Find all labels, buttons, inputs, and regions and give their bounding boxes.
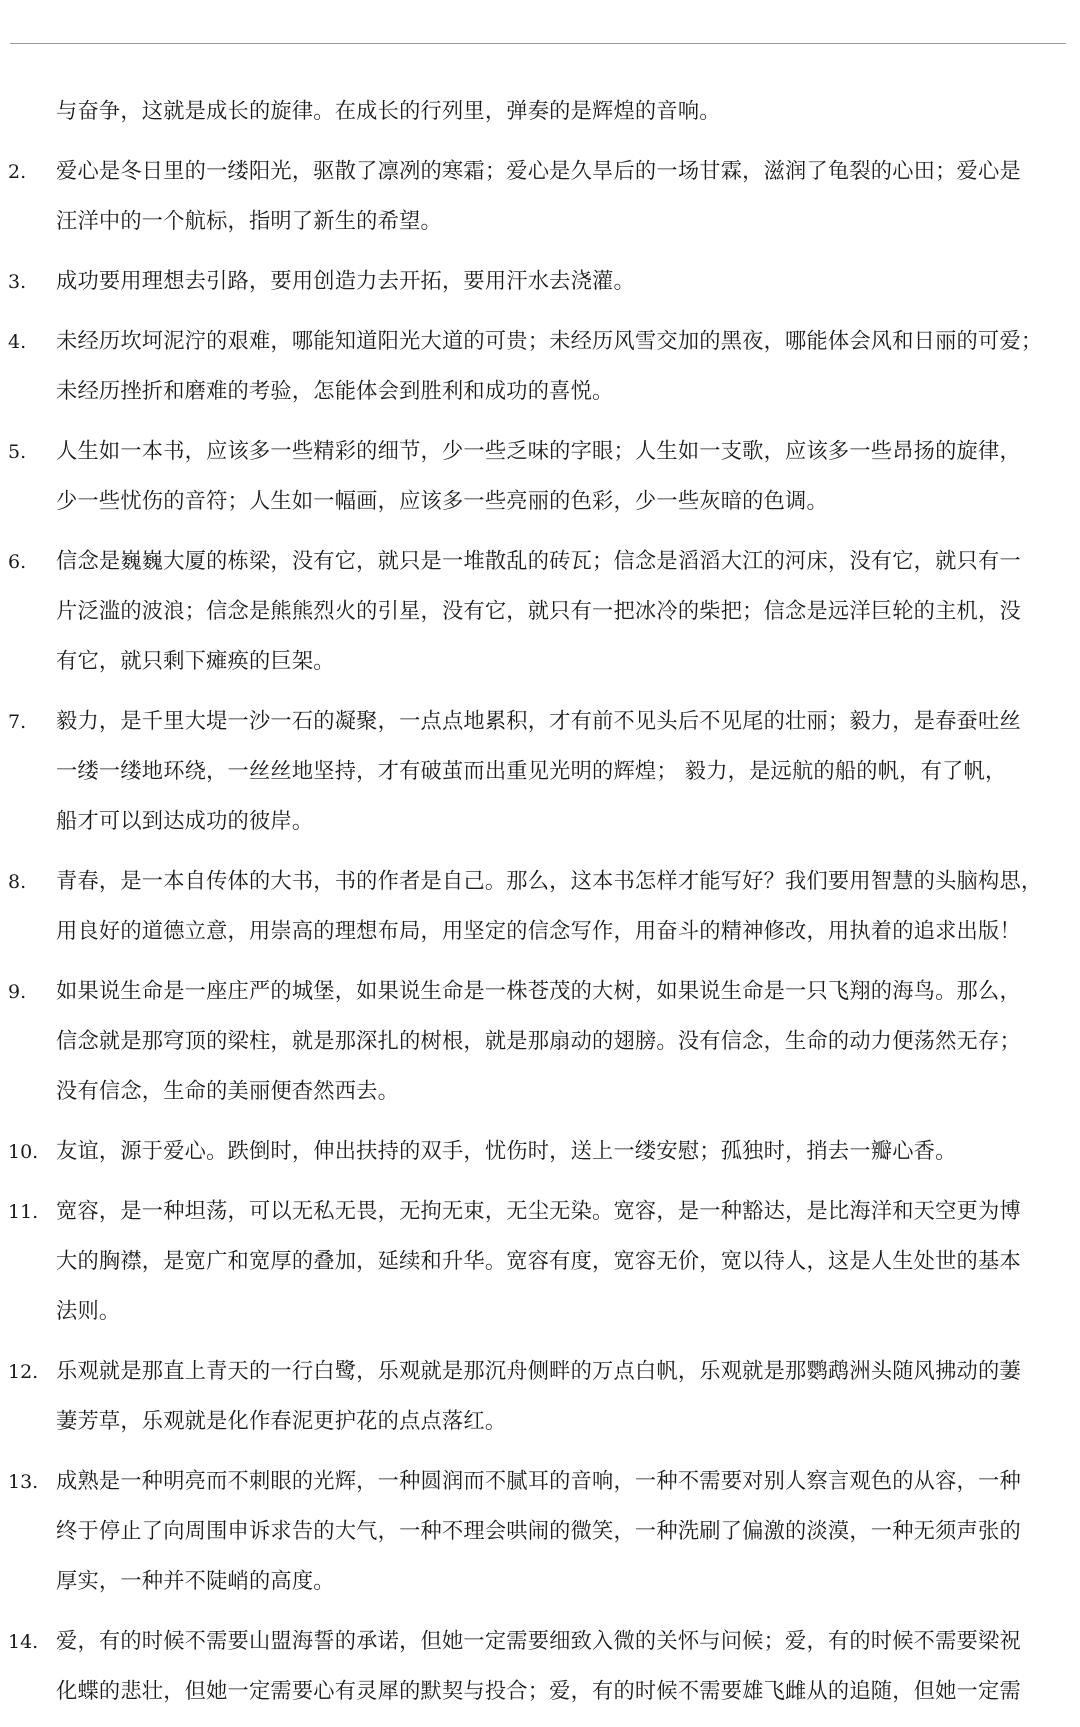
text-line: 人生如一本书，应该多一些精彩的细节，少一些乏味的字眼；人生如一支歌，应该多一些昂扬的旋律， [56,439,1021,464]
item-text [56,1617,1068,1717]
text-line: 汪洋中的一个航标，指明了新生的希望。 [56,209,442,234]
text-line: 片泛滥的波浪；信念是熊熊烈火的引星，没有它，就只有一把冰冷的柴把；信念是远洋巨轮的主机，没 [56,599,1021,624]
item-number: 13. [8,1471,39,1493]
item-number: 3. [8,271,27,293]
document-body [0,87,1080,1727]
text-line: 爱心是冬日里的一缕阳光，驱散了凛冽的寒霜；爱心是久旱后的一场甘霖，滋润了龟裂的心田；爱心是 [56,159,1021,184]
text-line: 爱，有的时候不需要山盟海誓的承诺，但她一定需要细致入微的关怀与问候；爱，有的时候不需要梁祝 [56,1629,1021,1654]
item-number: 5. [8,441,27,463]
list-item [0,537,1080,687]
text-line: 少一些忧伤的音符；人生如一幅画，应该多一些亮丽的色彩，少一些灰暗的色调。 [56,489,828,514]
item-text [56,1187,1068,1337]
item-number: 4. [8,331,27,353]
item-text [56,857,1068,957]
item-number: 6. [8,551,27,573]
text-line: 信念是巍巍大厦的栋梁，没有它，就只是一堆散乱的砖瓦；信念是滔滔大江的河床，没有它，就只有一 [56,549,1021,574]
text-line: 成功要用理想去引路，要用创造力去开拓，要用汗水去浇灌。 [56,269,635,294]
list-item [0,257,1080,307]
item-text [56,537,1068,687]
item-number: 7. [8,711,27,733]
item-number: 10. [8,1141,39,1163]
text-line: 萋芳草，乐观就是化作春泥更护花的点点落红。 [56,1409,507,1434]
list-item [0,1347,1080,1447]
top-divider [10,43,1066,44]
text-line: 有它，就只剩下瘫痪的巨架。 [56,649,335,674]
item-number: 11. [8,1201,39,1223]
list-item [0,427,1080,527]
text-line: 友谊，源于爱心。跌倒时，伸出扶持的双手，忧伤时，送上一缕安慰；孤独时，捎去一瓣心香。 [56,1139,957,1164]
item-number: 14. [8,1631,39,1653]
list-item [0,697,1080,847]
item-text [56,1347,1068,1447]
list-item [0,87,1080,137]
item-text [56,967,1068,1117]
text-line: 没有信念，生命的美丽便杳然西去。 [56,1079,400,1104]
item-text [56,147,1068,247]
item-text [56,697,1068,847]
list-item [0,967,1080,1117]
text-line: 船才可以到达成功的彼岸。 [56,809,314,834]
item-number: 2. [8,161,27,183]
list-item [0,1187,1080,1337]
text-line: 青春，是一本自传体的大书，书的作者是自己。那么，这本书怎样才能写好？我们要用智慧的头脑构思， [56,869,1043,894]
text-line: 与奋争，这就是成长的旋律。在成长的行列里，弹奏的是辉煌的音响。 [56,99,721,124]
text-line: 乐观就是那直上青天的一行白鹭，乐观就是那沉舟侧畔的万点白帆，乐观就是那鹦鹉洲头随风拂动的萋 [56,1359,1021,1384]
item-text [56,427,1068,527]
item-number: 8. [8,871,27,893]
text-line: 化蝶的悲壮，但她一定需要心有灵犀的默契与投合；爱，有的时候不需要雄飞雌从的追随，但她一定需 [56,1679,1021,1704]
text-line: 信念就是那穹顶的梁柱，就是那深扎的树根，就是那扇动的翅膀。没有信念，生命的动力便荡然无存； [56,1029,1021,1054]
text-line: 大的胸襟，是宽广和宽厚的叠加，延续和升华。宽容有度，宽容无价，宽以待人，这是人生处世的基本 [56,1249,1021,1274]
text-line: 法则。 [56,1299,121,1324]
item-text [56,257,1068,307]
list-item [0,1617,1080,1717]
text-line: 宽容，是一种坦荡，可以无私无畏，无拘无束，无尘无染。宽容，是一种豁达，是比海洋和天空更为博 [56,1199,1021,1224]
list-item [0,147,1080,247]
text-line: 如果说生命是一座庄严的城堡，如果说生命是一株苍茂的大树，如果说生命是一只飞翔的海鸟。那么， [56,979,1021,1004]
text-line: 毅力，是千里大堤一沙一石的凝聚，一点点地累积，才有前不见头后不见尾的壮丽；毅力，是春蚕吐丝 [56,709,1021,734]
list-item [0,1127,1080,1177]
item-text [56,317,1068,417]
list-item [0,1457,1080,1607]
text-line: 厚实，一种并不陡峭的高度。 [56,1569,335,1594]
text-line: 未经历挫折和磨难的考验，怎能体会到胜利和成功的喜悦。 [56,379,614,404]
text-line: 未经历坎坷泥泞的艰难，哪能知道阳光大道的可贵；未经历风雪交加的黑夜，哪能体会风和日丽的可爱； [56,329,1043,354]
list-item [0,317,1080,417]
item-text [56,1457,1068,1607]
text-line: 成熟是一种明亮而不刺眼的光辉，一种圆润而不腻耳的音响，一种不需要对别人察言观色的从容，一种 [56,1469,1021,1494]
item-number: 12. [8,1361,39,1383]
text-line: 终于停止了向周围申诉求告的大气，一种不理会哄闹的微笑，一种洗刷了偏激的淡漠，一种无须声张的 [56,1519,1021,1544]
item-text [56,1127,1068,1177]
text-line: 用良好的道德立意，用崇高的理想布局，用坚定的信念写作，用奋斗的精神修改，用执着的追求出版！ [56,919,1021,944]
item-number: 9. [8,981,27,1003]
text-line: 一缕一缕地环绕，一丝丝地坚持，才有破茧而出重见光明的辉煌； 毅力，是远航的船的帆，有了帆， [56,759,1007,784]
item-text [56,87,1068,137]
list-item [0,857,1080,957]
